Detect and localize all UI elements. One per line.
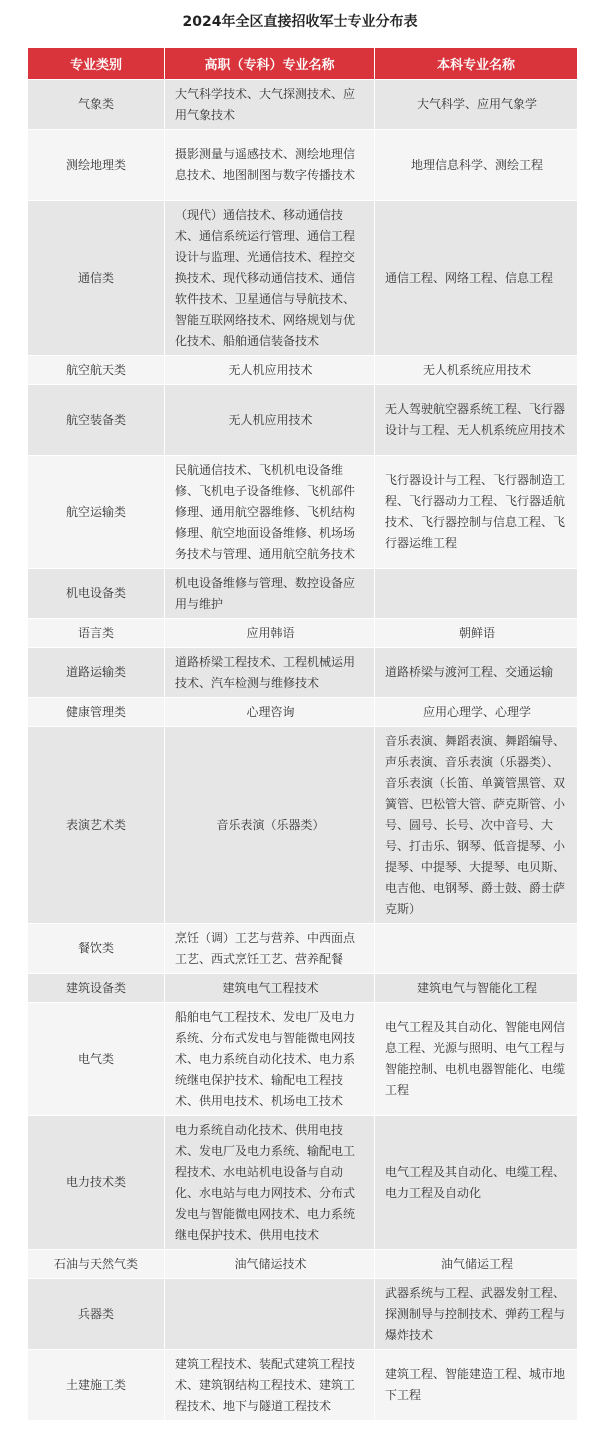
undergraduate-cell: 电气工程及其自动化、智能电网信息工程、光源与照明、电气工程与智能控制、电机电器智能化、电缆工程 — [375, 1003, 578, 1116]
undergraduate-cell: 建筑工程、智能建造工程、城市地下工程 — [375, 1350, 578, 1421]
table-row — [28, 385, 578, 456]
category-cell: 兵器类 — [28, 1279, 165, 1350]
undergraduate-cell: 无人驾驶航空器系统工程、飞行器设计与工程、无人机系统应用技术 — [375, 385, 578, 456]
table-row — [28, 924, 578, 974]
vocational-cell: 应用韩语 — [165, 619, 375, 648]
category-cell: 表演艺术类 — [28, 727, 165, 924]
vocational-cell: 建筑工程技术、装配式建筑工程技术、建筑钢结构工程技术、建筑工程技术、地下与隧道工程技术 — [165, 1350, 375, 1421]
table-row — [28, 1279, 578, 1350]
category-cell: 石油与天然气类 — [28, 1250, 165, 1279]
table-row — [28, 1250, 578, 1279]
header-category: 专业类别 — [28, 48, 165, 80]
table-row — [28, 727, 578, 924]
undergraduate-cell: 油气储运工程 — [375, 1250, 578, 1279]
category-cell: 气象类 — [28, 80, 165, 130]
undergraduate-cell — [375, 569, 578, 619]
specialty-table — [27, 47, 578, 1421]
table-row — [28, 974, 578, 1003]
undergraduate-cell: 大气科学、应用气象学 — [375, 80, 578, 130]
category-cell: 航空装备类 — [28, 385, 165, 456]
undergraduate-cell: 无人机系统应用技术 — [375, 356, 578, 385]
undergraduate-cell: 电气工程及其自动化、电缆工程、电力工程及自动化 — [375, 1116, 578, 1250]
category-cell: 测绘地理类 — [28, 130, 165, 201]
vocational-cell: 电力系统自动化技术、供用电技术、发电厂及电力系统、输配电工程技术、水电站机电设备与自动化、水电站与电力网技术、分布式发电与智能微电网技术、电力系统继电保护技术、供用电技术 — [165, 1116, 375, 1250]
table-row — [28, 356, 578, 385]
vocational-cell: 大气科学技术、大气探测技术、应用气象技术 — [165, 80, 375, 130]
table-row — [28, 130, 578, 201]
undergraduate-cell: 建筑电气与智能化工程 — [375, 974, 578, 1003]
vocational-cell: 心理咨询 — [165, 698, 375, 727]
table-row — [28, 1350, 578, 1421]
vocational-cell: 建筑电气工程技术 — [165, 974, 375, 1003]
category-cell: 餐饮类 — [28, 924, 165, 974]
undergraduate-cell: 音乐表演、舞蹈表演、舞蹈编导、声乐表演、音乐表演（乐器类）、音乐表演（长笛、单簧管黑管、双簧管、巴松管大管、萨克斯管、小号、圆号、长号、次中音号、大号、打击乐、钢琴、低音提琴、小提琴、中提琴、大提琴、电贝斯、电吉他、电钢琴、爵士鼓、爵士萨克斯） — [375, 727, 578, 924]
category-cell: 语言类 — [28, 619, 165, 648]
table-row — [28, 1116, 578, 1250]
vocational-cell: 民航通信技术、飞机机电设备维修、飞机电子设备维修、飞机部件修理、通用航空器维修、飞机结构修理、航空地面设备维修、机场场务技术与管理、通用航空航务技术 — [165, 456, 375, 569]
table-header-row — [28, 48, 578, 80]
header-vocational: 高职（专科）专业名称 — [165, 48, 375, 80]
vocational-cell: 道路桥梁工程技术、工程机械运用技术、汽车检测与维修技术 — [165, 648, 375, 698]
table-row — [28, 80, 578, 130]
category-cell: 通信类 — [28, 201, 165, 356]
category-cell: 航空运输类 — [28, 456, 165, 569]
table-row — [28, 698, 578, 727]
undergraduate-cell: 道路桥梁与渡河工程、交通运输 — [375, 648, 578, 698]
vocational-cell: 摄影测量与遥感技术、测绘地理信息技术、地图制图与数字传播技术 — [165, 130, 375, 201]
category-cell: 机电设备类 — [28, 569, 165, 619]
vocational-cell: 烹饪（调）工艺与营养、中西面点工艺、西式烹饪工艺、营养配餐 — [165, 924, 375, 974]
undergraduate-cell: 朝鲜语 — [375, 619, 578, 648]
vocational-cell — [165, 1279, 375, 1350]
vocational-cell: 无人机应用技术 — [165, 385, 375, 456]
table-row — [28, 1003, 578, 1116]
header-undergraduate: 本科专业名称 — [375, 48, 578, 80]
category-cell: 健康管理类 — [28, 698, 165, 727]
category-cell: 航空航天类 — [28, 356, 165, 385]
undergraduate-cell: 地理信息科学、测绘工程 — [375, 130, 578, 201]
undergraduate-cell — [375, 924, 578, 974]
page-title: 2024年全区直接招收军士专业分布表 — [182, 14, 418, 30]
category-cell: 电力技术类 — [28, 1116, 165, 1250]
vocational-cell: 无人机应用技术 — [165, 356, 375, 385]
vocational-cell: 音乐表演（乐器类） — [165, 727, 375, 924]
table-row — [28, 648, 578, 698]
category-cell: 土建施工类 — [28, 1350, 165, 1421]
table-row — [28, 456, 578, 569]
table-row — [28, 619, 578, 648]
category-cell: 建筑设备类 — [28, 974, 165, 1003]
undergraduate-cell: 飞行器设计与工程、飞行器制造工程、飞行器动力工程、飞行器适航技术、飞行器控制与信息工程、飞行器运维工程 — [375, 456, 578, 569]
category-cell: 电气类 — [28, 1003, 165, 1116]
vocational-cell: 船舶电气工程技术、发电厂及电力系统、分布式发电与智能微电网技术、电力系统自动化技术、电力系统继电保护技术、输配电工程技术、供用电技术、机场电工技术 — [165, 1003, 375, 1116]
undergraduate-cell: 应用心理学、心理学 — [375, 698, 578, 727]
table-row — [28, 569, 578, 619]
vocational-cell: 油气储运技术 — [165, 1250, 375, 1279]
undergraduate-cell: 通信工程、网络工程、信息工程 — [375, 201, 578, 356]
category-cell: 道路运输类 — [28, 648, 165, 698]
undergraduate-cell: 武器系统与工程、武器发射工程、探测制导与控制技术、弹药工程与爆炸技术 — [375, 1279, 578, 1350]
vocational-cell: 机电设备维修与管理、数控设备应用与维护 — [165, 569, 375, 619]
vocational-cell: （现代）通信技术、移动通信技术、通信系统运行管理、通信工程设计与监理、光通信技术、程控交换技术、现代移动通信技术、通信软件技术、卫星通信与导航技术、智能互联网络技术、网络规划与优化技术、船舶通信装备技术 — [165, 201, 375, 356]
table-row — [28, 201, 578, 356]
